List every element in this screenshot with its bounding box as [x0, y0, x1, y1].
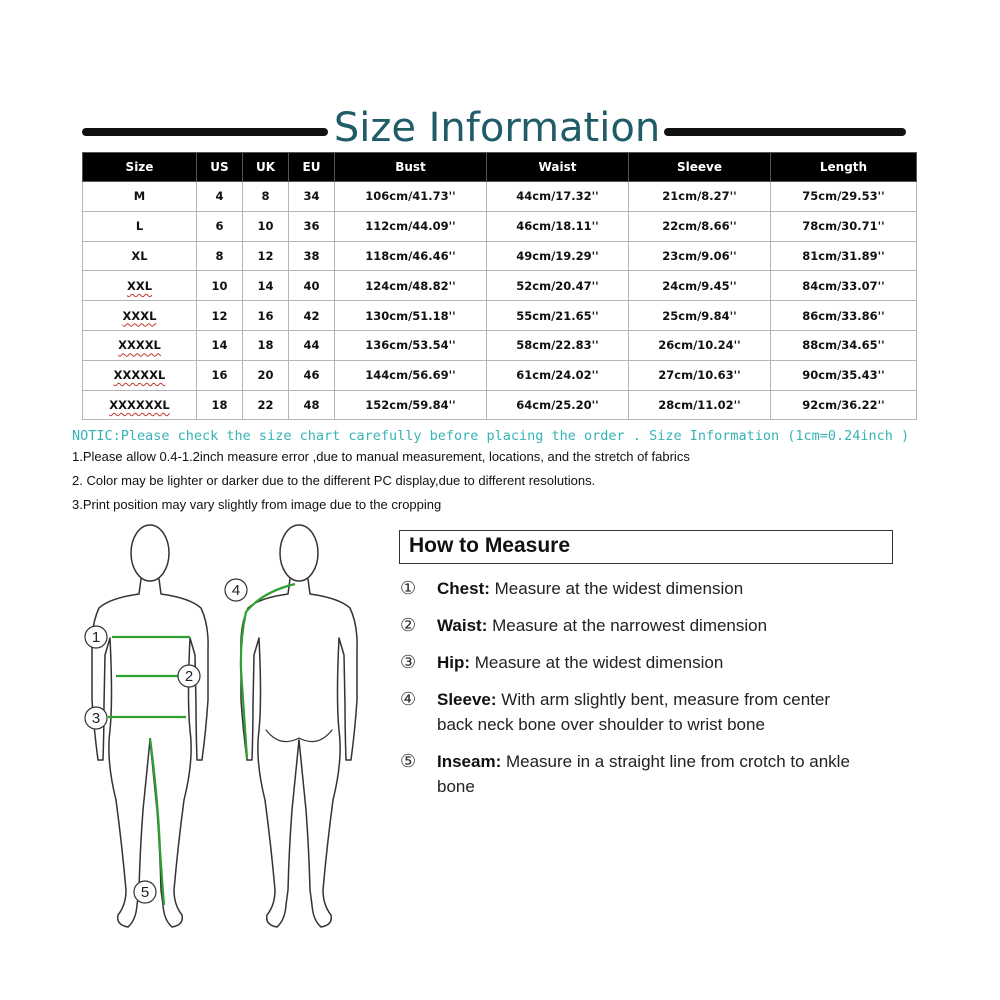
- cell-waist: 64cm/25.20'': [487, 390, 629, 420]
- cell-uk: 10: [243, 211, 289, 241]
- marker-2-label: 2: [184, 668, 194, 685]
- cell-size: L: [83, 211, 197, 241]
- header-size: Size: [83, 153, 197, 182]
- cell-bust: 118cm/46.46'': [335, 241, 487, 271]
- marker-1-label: 1: [91, 629, 101, 646]
- cell-size: XXXL: [83, 301, 197, 331]
- cell-length: 92cm/36.22'': [771, 390, 917, 420]
- table-row: [83, 211, 917, 241]
- cell-bust: 112cm/44.09'': [335, 211, 487, 241]
- cell-eu: 34: [289, 182, 335, 212]
- cell-uk: 14: [243, 271, 289, 301]
- cell-sleeve: 21cm/8.27'': [629, 182, 771, 212]
- cell-waist: 44cm/17.32'': [487, 182, 629, 212]
- cell-eu: 36: [289, 211, 335, 241]
- header-uk: UK: [243, 153, 289, 182]
- cell-length: 75cm/29.53'': [771, 182, 917, 212]
- note-1: 1.Please allow 0.4-1.2inch measure error ,due to manual measurement, locations, and the stretch of fabrics: [72, 449, 690, 464]
- header-waist: Waist: [487, 153, 629, 182]
- cell-bust: 124cm/48.82'': [335, 271, 487, 301]
- cell-sleeve: 28cm/11.02'': [629, 390, 771, 420]
- table-row: [83, 301, 917, 331]
- note-3: 3.Print position may vary slightly from image due to the cropping: [72, 497, 442, 512]
- table-row: [83, 390, 917, 420]
- cell-length: 86cm/33.86'': [771, 301, 917, 331]
- cell-size: XXXXL: [83, 330, 197, 360]
- how-to-measure-title: How to Measure: [409, 534, 571, 557]
- notice-text: NOTIC:Please check the size chart carefully before placing the order . Size Information (1cm=0.24inch ): [72, 428, 910, 444]
- cell-size: XXXXXL: [83, 360, 197, 390]
- cell-length: 88cm/34.65'': [771, 330, 917, 360]
- cell-length: 90cm/35.43'': [771, 360, 917, 390]
- cell-eu: 42: [289, 301, 335, 331]
- marker-4-label: 4: [231, 582, 241, 599]
- cell-sleeve: 22cm/8.66'': [629, 211, 771, 241]
- cell-uk: 16: [243, 301, 289, 331]
- cell-us: 8: [197, 241, 243, 271]
- measure-description: Measure in a straight line from crotch to ankle bone: [437, 752, 850, 796]
- marker-5-label: 5: [140, 884, 150, 901]
- cell-us: 10: [197, 271, 243, 301]
- measure-label: Hip:: [437, 653, 471, 672]
- cell-waist: 49cm/19.29'': [487, 241, 629, 271]
- cell-sleeve: 26cm/10.24'': [629, 330, 771, 360]
- cell-waist: 52cm/20.47'': [487, 271, 629, 301]
- cell-bust: 130cm/51.18'': [335, 301, 487, 331]
- cell-us: 12: [197, 301, 243, 331]
- cell-sleeve: 25cm/9.84'': [629, 301, 771, 331]
- cell-eu: 46: [289, 360, 335, 390]
- cell-size: XL: [83, 241, 197, 271]
- front-body-figure: [92, 525, 208, 927]
- table-row: [83, 360, 917, 390]
- table-row: [83, 330, 917, 360]
- measure-description: With arm slightly bent, measure from center back neck bone over shoulder to wrist bone: [437, 690, 831, 734]
- cell-size: XXXXXXL: [83, 390, 197, 420]
- cell-waist: 61cm/24.02'': [487, 360, 629, 390]
- inseam-line: [150, 738, 164, 905]
- measure-label: Waist:: [437, 616, 488, 635]
- page-title: Size Information: [333, 105, 661, 151]
- cell-waist: 46cm/18.11'': [487, 211, 629, 241]
- cell-us: 16: [197, 360, 243, 390]
- measure-label: Sleeve:: [437, 690, 497, 709]
- cell-uk: 22: [243, 390, 289, 420]
- cell-waist: 58cm/22.83'': [487, 330, 629, 360]
- measure-description: Measure at the narrowest dimension: [487, 616, 768, 635]
- cell-us: 18: [197, 390, 243, 420]
- header-sleeve: Sleeve: [629, 153, 771, 182]
- cell-uk: 20: [243, 360, 289, 390]
- cell-length: 81cm/31.89'': [771, 241, 917, 271]
- title-rule-right: [664, 128, 906, 136]
- cell-sleeve: 24cm/9.45'': [629, 271, 771, 301]
- cell-length: 84cm/33.07'': [771, 271, 917, 301]
- measure-number: ⑤: [400, 751, 417, 771]
- cell-uk: 8: [243, 182, 289, 212]
- size-table: [82, 152, 917, 420]
- how-to-measure-header: [399, 530, 893, 564]
- cell-uk: 12: [243, 241, 289, 271]
- header-bust: Bust: [335, 153, 487, 182]
- header-eu: EU: [289, 153, 335, 182]
- cell-bust: 144cm/56.69'': [335, 360, 487, 390]
- measure-number: ①: [400, 578, 417, 598]
- measure-description: Measure at the widest dimension: [489, 579, 744, 598]
- cell-length: 78cm/30.71'': [771, 211, 917, 241]
- cell-eu: 48: [289, 390, 335, 420]
- cell-size: XXL: [83, 271, 197, 301]
- table-header-row: [83, 153, 917, 182]
- cell-bust: 136cm/53.54'': [335, 330, 487, 360]
- header-length: Length: [771, 153, 917, 182]
- marker-3-label: 3: [91, 710, 101, 727]
- cell-uk: 18: [243, 330, 289, 360]
- title-rule-left: [82, 128, 328, 136]
- cell-us: 14: [197, 330, 243, 360]
- note-2: 2. Color may be lighter or darker due to the different PC display,due to different resolutions.: [72, 473, 596, 488]
- cell-eu: 44: [289, 330, 335, 360]
- cell-bust: 152cm/59.84'': [335, 390, 487, 420]
- cell-eu: 40: [289, 271, 335, 301]
- measure-number: ②: [400, 615, 417, 635]
- measure-label: Inseam:: [437, 752, 502, 771]
- table-row: [83, 241, 917, 271]
- cell-bust: 106cm/41.73'': [335, 182, 487, 212]
- measure-description: Measure at the widest dimension: [470, 653, 724, 672]
- cell-waist: 55cm/21.65'': [487, 301, 629, 331]
- cell-us: 4: [197, 182, 243, 212]
- table-row: [83, 271, 917, 301]
- cell-sleeve: 23cm/9.06'': [629, 241, 771, 271]
- table-row: [83, 182, 917, 212]
- measure-number: ③: [400, 652, 417, 672]
- cell-sleeve: 27cm/10.63'': [629, 360, 771, 390]
- back-body-figure: [241, 525, 357, 927]
- measure-label: Chest:: [437, 579, 490, 598]
- cell-us: 6: [197, 211, 243, 241]
- header-us: US: [197, 153, 243, 182]
- cell-size: M: [83, 182, 197, 212]
- body-measurement-figures: [0, 510, 400, 950]
- cell-eu: 38: [289, 241, 335, 271]
- measure-number: ④: [400, 689, 417, 709]
